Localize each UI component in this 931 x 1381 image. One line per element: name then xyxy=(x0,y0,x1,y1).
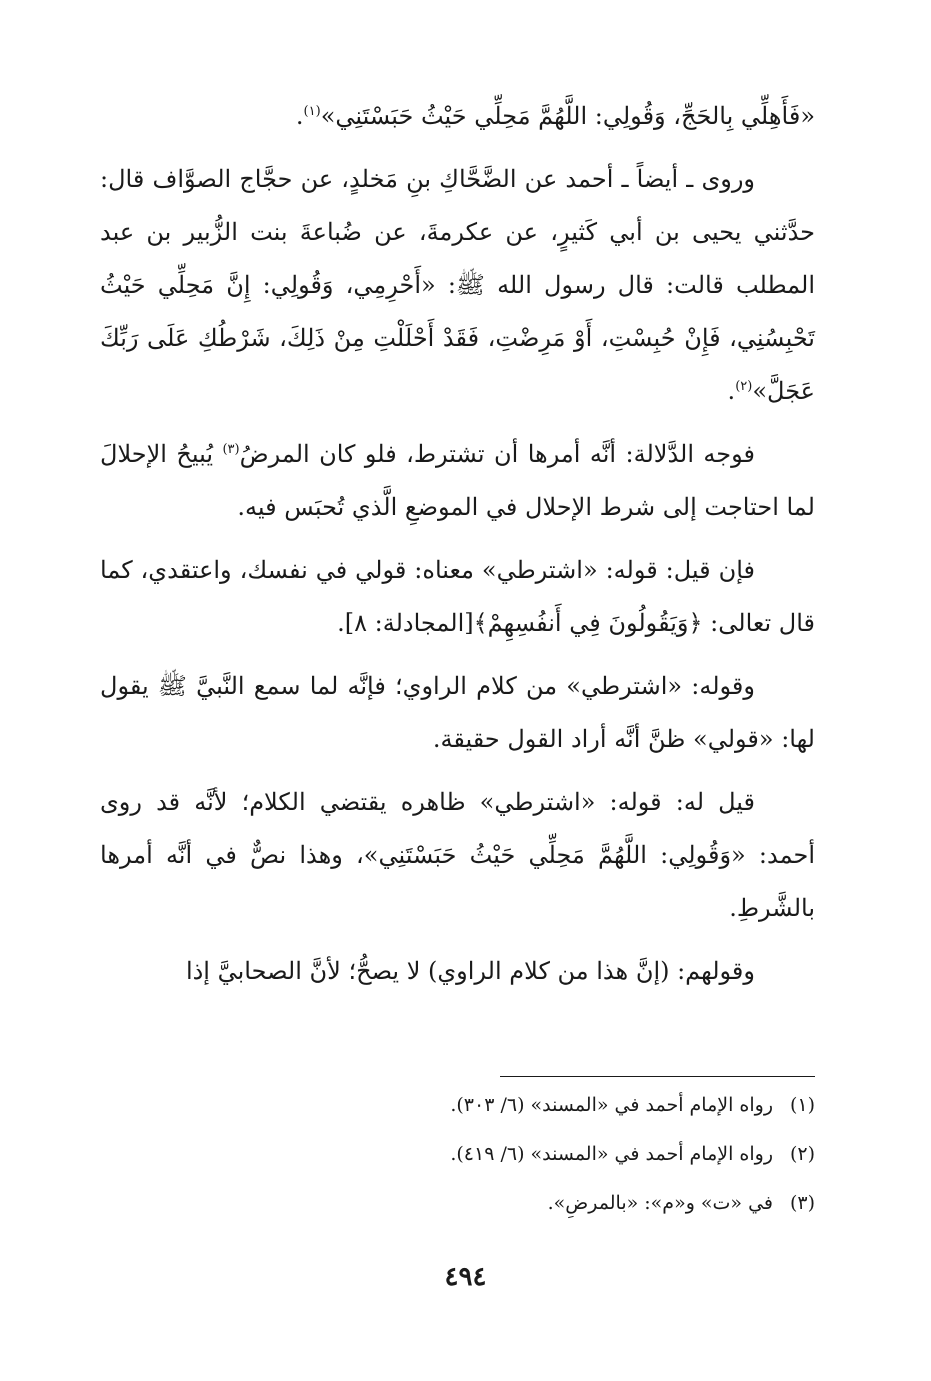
footnote-ref: (١) xyxy=(303,104,321,119)
footnote-number: (٢) xyxy=(789,1143,815,1165)
page-number: ٤٩٤ xyxy=(444,1262,487,1292)
paragraph-text: وقوله: «اشترطي» من كلام الراوي؛ فإنَّه لما سمع النَّبيَّ ﷺ يقول لها: «قولي» ظنَّ أنَّه أراد القول حقيقة. xyxy=(100,672,815,753)
paragraph-text: . xyxy=(295,102,304,130)
footnote-number: (٣) xyxy=(789,1192,815,1214)
footnote xyxy=(100,1141,815,1168)
paragraph-text: فإن قيل: قوله: «اشترطي» معناه: قولي في نفسك، واعتقدي، كما قال تعالى: ﴿وَيَقُولُونَ فِي أَنفُسِهِمْ﴾[المجادلة: ٨]. xyxy=(100,556,815,637)
paragraph-text: فوجه الدَّلالة: أنَّه أمرها أن تشترط، فلو كان المرضُ xyxy=(239,440,756,468)
paragraph-text: «فَأَهِلِّي بِالحَجِّ، وَقُولِي: اللَّهُمَّ مَحِلِّي حَيْثُ حَبَسْتَنِي» xyxy=(320,102,815,130)
footnote-ref: (٣) xyxy=(222,442,240,457)
paragraph xyxy=(100,428,815,534)
paragraph xyxy=(100,153,815,418)
footnote-number: (١) xyxy=(789,1094,815,1116)
footnote-divider xyxy=(500,1076,815,1077)
paragraph-text: وروى ـ أيضاً ـ أحمد عن الضَّحَّاكِ بنِ مَخلدٍ، عن حجَّاج الصوَّاف قال: حدَّثني يحيى بن أبي كَثيرٍ، عن عكرمةَ، عن ضُباعةَ بنت الزُّبير بن عبد المطلب قالت: قال رسول الله ﷺ: «أَحْرِمِي، وَقُولِي: إِنَّ مَحِلِّي حَيْثُ تَحْبِسُنِي، فَإِنْ حُبِسْتِ، أَوْ مَرِضْتِ، فَقَدْ أَحْلَلْتِ مِنْ ذَلِكَ، شَرْطُكِ عَلَى رَبِّكَ عَجَلَّ» xyxy=(100,165,815,405)
footnotes xyxy=(100,1092,815,1239)
footnote-ref: (٢) xyxy=(735,379,753,394)
paragraph-text: يُبيحُ الإحلالَ لما احتاجت إلى شرط الإحلال في الموضعِ الَّذي تُحبَس فيه. xyxy=(100,440,815,521)
footnote-text: رواه الإمام أحمد في «المسند» (٦/ ٣٠٣). xyxy=(450,1094,773,1116)
footnote-text: في «ت» و«م»: «بالمرضِ». xyxy=(547,1192,773,1214)
paragraph xyxy=(100,945,815,998)
paragraph-text: قيل له: قوله: «اشترطي» ظاهره يقتضي الكلام؛ لأنَّه قد روى أحمد: «وَقُولِي: اللَّهُمَّ مَحِلِّي حَيْثُ حَبَسْتَنِي»، وهذا نصٌّ في أنَّه أمرها بالشَّرطِ. xyxy=(100,788,815,922)
paragraph-text: وقولهم: (إنَّ هذا من كلام الراوي) لا يصحُّ؛ لأنَّ الصحابيَّ إذا xyxy=(185,957,755,985)
footnote xyxy=(100,1190,815,1217)
paragraph xyxy=(100,544,815,650)
main-text xyxy=(100,90,815,1008)
footnote xyxy=(100,1092,815,1119)
footnote-text: رواه الإمام أحمد في «المسند» (٦/ ٤١٩). xyxy=(450,1143,773,1165)
paragraph xyxy=(100,776,815,935)
paragraph xyxy=(100,660,815,766)
paragraph-text: . xyxy=(727,377,736,405)
paragraph xyxy=(100,90,815,143)
